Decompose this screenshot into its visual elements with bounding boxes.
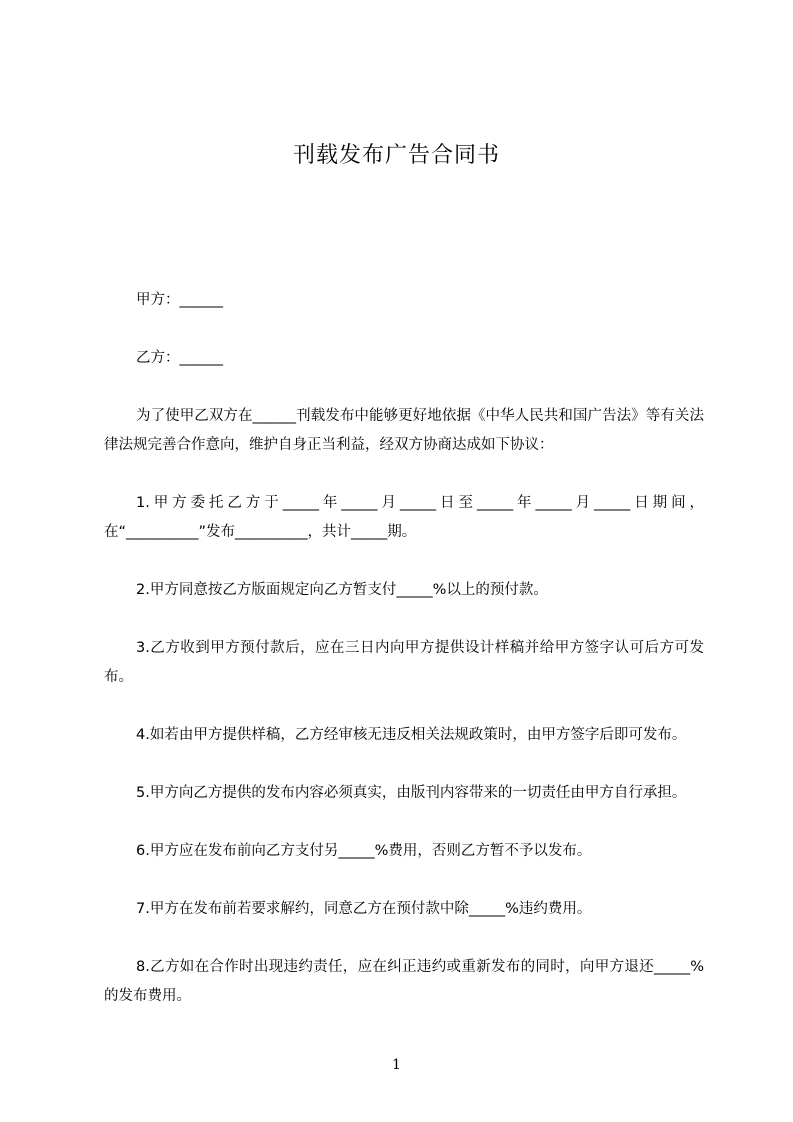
page-number: 1 [392, 1057, 401, 1073]
party-a-line: 甲方：______ [136, 292, 223, 308]
clause-5: 5.甲方向乙方提供的发布内容必须真实，由版刊内容带来的一切责任由甲方自行承担。 [136, 785, 687, 801]
clause-7: 7.甲方在发布前若要求解约，同意乙方在预付款中除_____%违约费用。 [136, 901, 592, 917]
document-body [104, 286, 704, 1011]
intro-paragraph: 为了使甲乙双方在______刊载发布中能够更好地依据《中华人民共和国广告法》等有关法律法规完善合作意向，维护自身正当利益，经双方协商达成如下协议： [104, 408, 704, 453]
party-b-line: 乙方：______ [136, 350, 223, 366]
clause-8: 8.乙方如在合作时出现违约责任，应在纠正违约或重新发布的同时，向甲方退还_____%的发布费用。 [104, 959, 704, 1004]
clause-4: 4.如若由甲方提供样稿，乙方经审核无违反相关法规政策时，由甲方签字后即可发布。 [136, 727, 687, 743]
clause-3: 3.乙方收到甲方预付款后，应在三日内向甲方提供设计样稿并给甲方签字认可后方可发布。 [104, 640, 704, 685]
document-title: 刊载发布广告合同书 [292, 143, 500, 168]
clause-1: 1.甲方委托乙方于_____年_____月_____日至_____年_____月_____日期间，在“__________”发布__________，共计_____期。 [104, 495, 704, 540]
clause-6: 6.甲方应在发布前向乙方支付另_____%费用，否则乙方暂不予以发布。 [136, 843, 592, 859]
clause-2: 2.甲方同意按乙方版面规定向乙方暂支付_____%以上的预付款。 [136, 582, 548, 598]
